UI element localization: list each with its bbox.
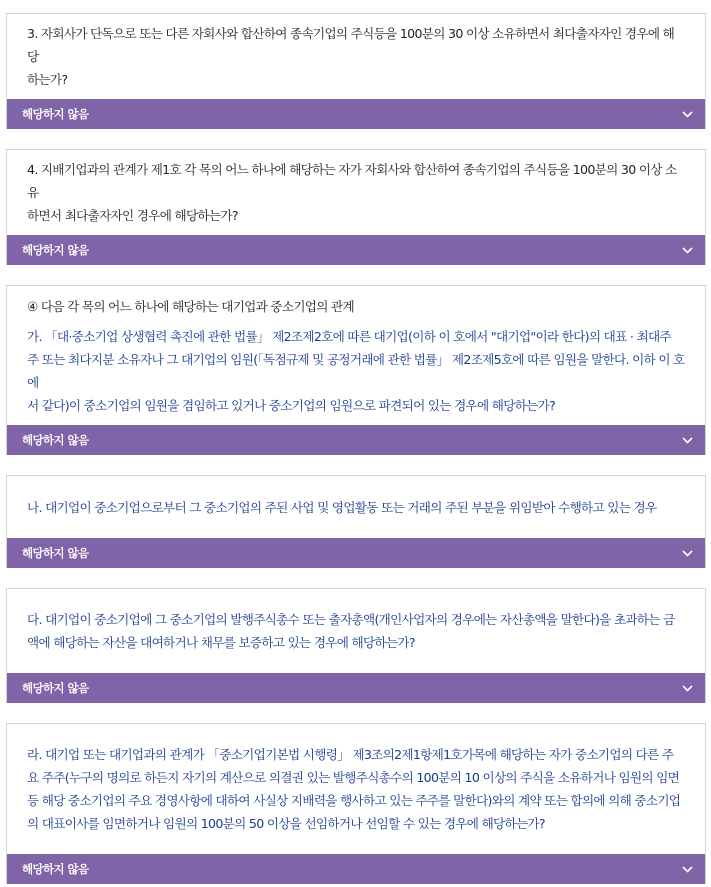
question-line: 액에 해당하는 자산을 대여하거나 채무를 보증하고 있는 경우에 해당하는가? (27, 635, 415, 650)
answer-dropdown[interactable] (7, 538, 705, 568)
question-card-4 (6, 149, 706, 265)
chevron-down-icon (681, 244, 693, 256)
question-line: 3. 자회사가 단독으로 또는 다른 자회사와 합산하여 종속기업의 주식등을 100분의 30 이상 소유하면서 최다출자자인 경우에 해당 (27, 26, 675, 64)
question-line: 의 대표이사를 임면하거나 임원의 100분의 50 이상을 선임하거나 선임할 수 있는 경우에 해당하는가? (27, 816, 545, 831)
answer-dropdown[interactable] (7, 425, 705, 455)
answer-value: 해당하지 않음 (22, 433, 89, 447)
chevron-down-icon (681, 434, 693, 446)
question-text (7, 150, 705, 235)
question-text (7, 476, 705, 538)
question-card-da (6, 588, 706, 703)
chevron-down-icon (681, 108, 693, 120)
answer-value: 해당하지 않음 (22, 546, 89, 560)
question-text (7, 14, 705, 99)
question-card-ra (6, 723, 706, 884)
question-text (7, 724, 705, 854)
chevron-down-icon (681, 547, 693, 559)
question-line: 주 또는 최다지분 소유자나 그 대기업의 임원(「독점규제 및 공정거래에 관한 법률」 제2조제5호에 따른 임원을 말한다. 이하 이 호에 (27, 351, 685, 390)
question-line: 서 같다)이 중소기업의 임원을 겸임하고 있거나 중소기업의 임원으로 파견되어 있는 경우에 해당하는가? (27, 397, 556, 413)
question-line: 라. 대기업 또는 대기업과의 관계가 「중소기업기본법 시행령」 제3조의2제1항제1호가목에 해당하는 자가 중소기업의 다른 주 (27, 747, 674, 762)
question-line: 4. 지배기업과의 관계가 제1호 각 목의 어느 하나에 해당하는 자가 자회사와 합산하여 종속기업의 주식등을 100분의 30 이상 소유 (27, 162, 677, 200)
answer-dropdown[interactable] (7, 854, 705, 884)
question-line: 하면서 최다출자자인 경우에 해당하는가? (27, 208, 238, 223)
answer-dropdown[interactable] (7, 99, 705, 129)
question-line: 가. 「대·중소기업 상생협력 촉진에 관한 법률」 제2조제2호에 따른 대기업(이하 이 호에서 "대기업"이라 한다)의 대표 · 최대주 (27, 328, 671, 344)
answer-dropdown[interactable] (7, 235, 705, 265)
question-line: 나. 대기업이 중소기업으로부터 그 중소기업의 주된 사업 및 영업활동 또는 거래의 주된 부분을 위임받아 수행하고 있는 경우 (27, 499, 657, 515)
answer-value: 해당하지 않음 (22, 681, 89, 695)
question-card-na (6, 475, 706, 568)
answer-value: 해당하지 않음 (22, 243, 89, 257)
chevron-down-icon (681, 863, 693, 875)
question-text (7, 286, 705, 425)
answer-value: 해당하지 않음 (22, 862, 89, 876)
question-text (7, 589, 705, 673)
answer-value: 해당하지 않음 (22, 107, 89, 121)
question-line: 하는가? (27, 72, 68, 87)
answer-dropdown[interactable] (7, 673, 705, 703)
question-card-ga (6, 285, 706, 455)
chevron-down-icon (681, 682, 693, 694)
question-card-3 (6, 13, 706, 129)
section-heading: ④ 다음 각 목의 어느 하나에 해당하는 대기업과 중소기업의 관계 (27, 298, 354, 314)
question-line: 다. 대기업이 중소기업에 그 중소기업의 발행주식총수 또는 출자총액(개인사업자의 경우에는 자산총액을 말한다)을 초과하는 금 (27, 612, 675, 627)
question-line: 등 해당 중소기업의 주요 경영사항에 대하여 사실상 지배력을 행사하고 있는 주주를 말한다)와의 계약 또는 합의에 의해 중소기업 (27, 793, 681, 808)
question-line: 요 주주(누구의 명의로 하든지 자기의 계산으로 의결권 있는 발행주식총수의 100분의 10 이상의 주식을 소유하거나 임원의 임면 (27, 770, 680, 785)
